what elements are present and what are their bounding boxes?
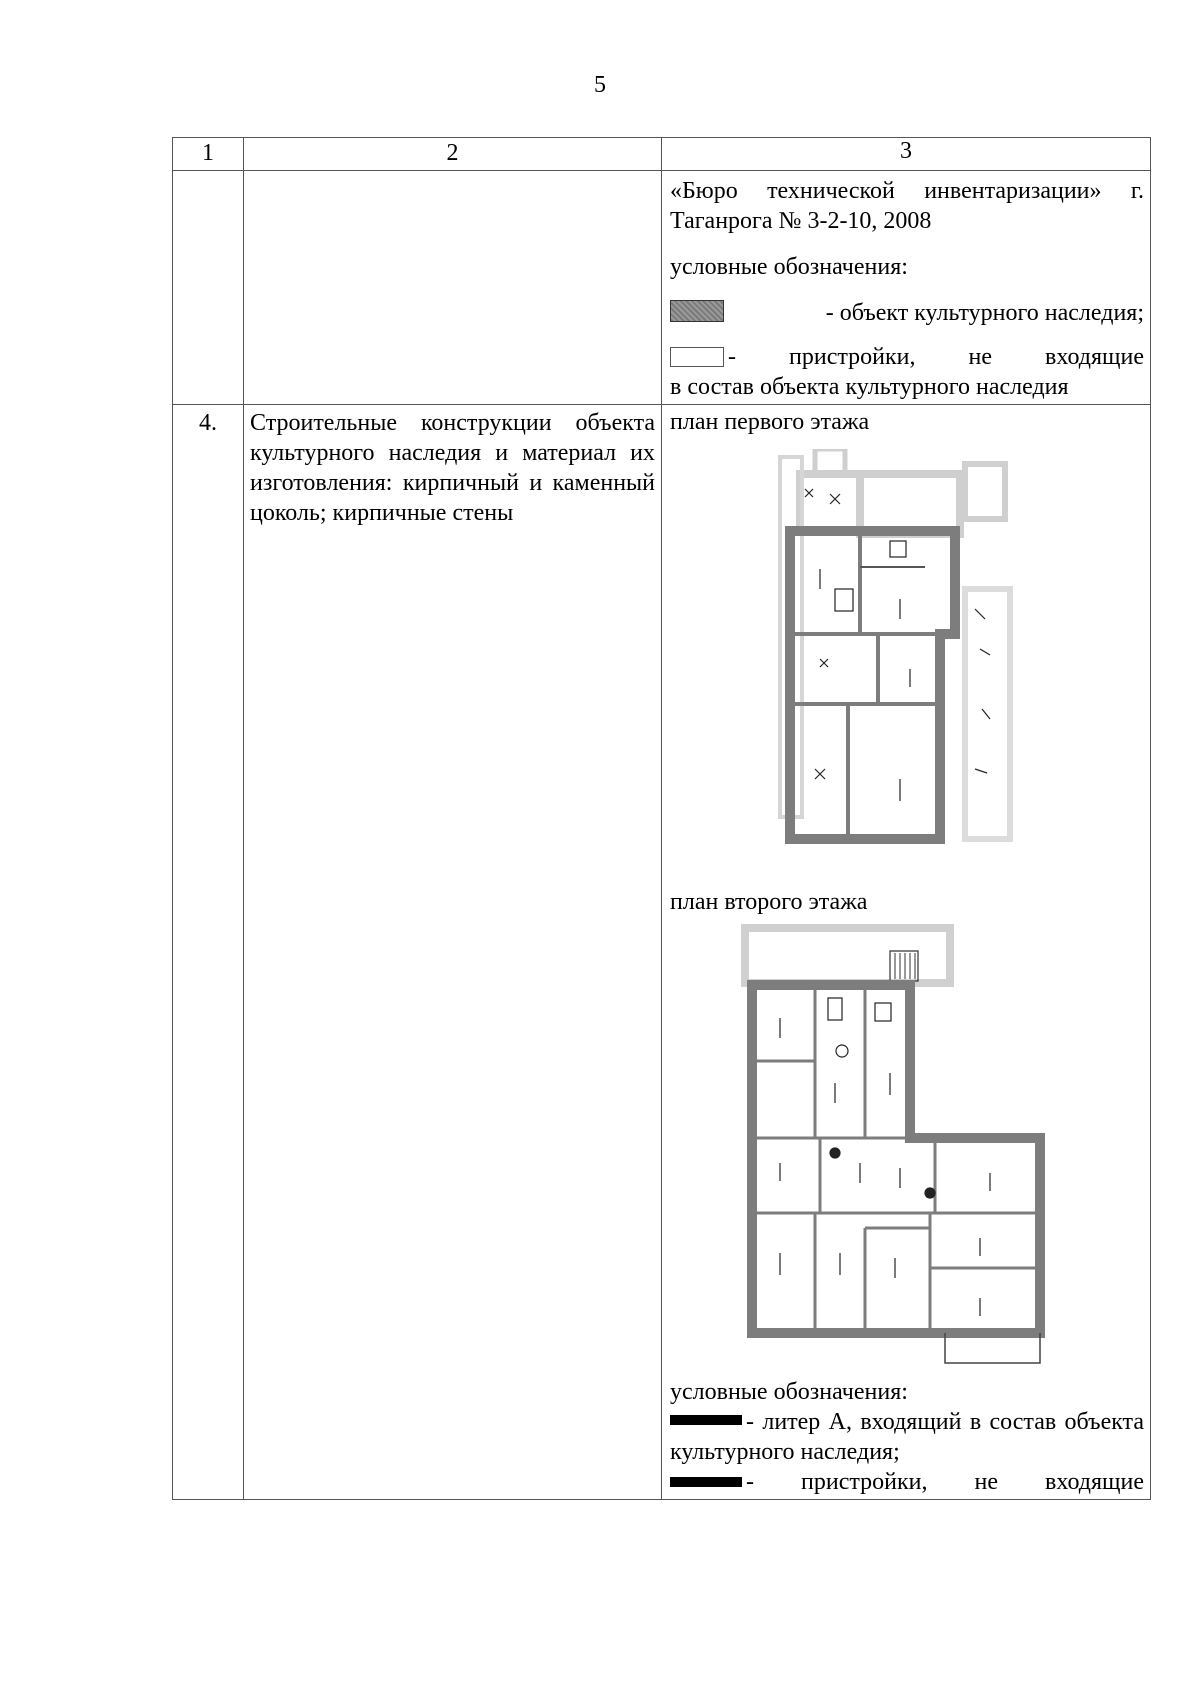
plan2-caption: план второго этажа <box>670 889 868 915</box>
black-bar-swatch-icon-2 <box>670 1477 742 1487</box>
plan1-caption: план первого этажа <box>670 409 870 435</box>
second-floor-plan-image <box>740 923 1070 1368</box>
table-row-continued <box>173 171 1151 405</box>
plan2-container <box>670 917 1144 1377</box>
plan1-container <box>670 437 1144 887</box>
black-bar-swatch-icon <box>670 1415 742 1425</box>
legend-item-heritage-label: - объект культурного наследия; <box>825 300 1144 326</box>
header-col-1: 1 <box>173 138 244 171</box>
legend-item-litera-label: - литер А, входящий в состав объекта культурного наследия; <box>670 1409 1144 1465</box>
legend-item-annex-line2: в состав объекта культурного наследия <box>670 374 1069 400</box>
continued-col-1 <box>173 171 244 405</box>
continued-col-3 <box>662 171 1151 405</box>
plans-cell <box>662 405 1151 1500</box>
row-description-text: Строительные конструкции объекта культурного наследия и материал их изготовления: кирпичный и каменный цоколь; кирпичные стены <box>250 410 655 526</box>
legend-title: условные обозначения: <box>670 254 908 280</box>
legend-item-annex-2 <box>670 1467 1144 1497</box>
first-floor-plan-image <box>760 449 1030 859</box>
legend-item-annex-line1: - пристройки, не входящие <box>728 344 1144 370</box>
hatched-swatch-icon <box>670 300 724 322</box>
legend-item-annex-2-label: - пристройки, не входящие <box>746 1469 1144 1495</box>
row-number: 4. <box>173 405 244 1500</box>
inventory-table <box>172 137 1151 1500</box>
legend-item-annex <box>670 342 1144 372</box>
legend-item-heritage <box>670 298 1144 328</box>
header-row <box>173 138 1151 171</box>
header-col-2: 2 <box>244 138 662 171</box>
continued-col-2 <box>244 171 662 405</box>
legend-item-litera <box>670 1407 1144 1467</box>
empty-swatch-icon <box>670 347 724 367</box>
page-number: 5 <box>594 72 606 98</box>
table-row-4 <box>173 405 1151 1500</box>
bti-source: «Бюро технической инвентаризации» г. Таганрога № 3-2-10, 2008 <box>670 178 1144 234</box>
legend-title-2: условные обозначения: <box>670 1379 908 1405</box>
header-col-3: 3 <box>662 138 1151 171</box>
row-description <box>244 405 662 1500</box>
